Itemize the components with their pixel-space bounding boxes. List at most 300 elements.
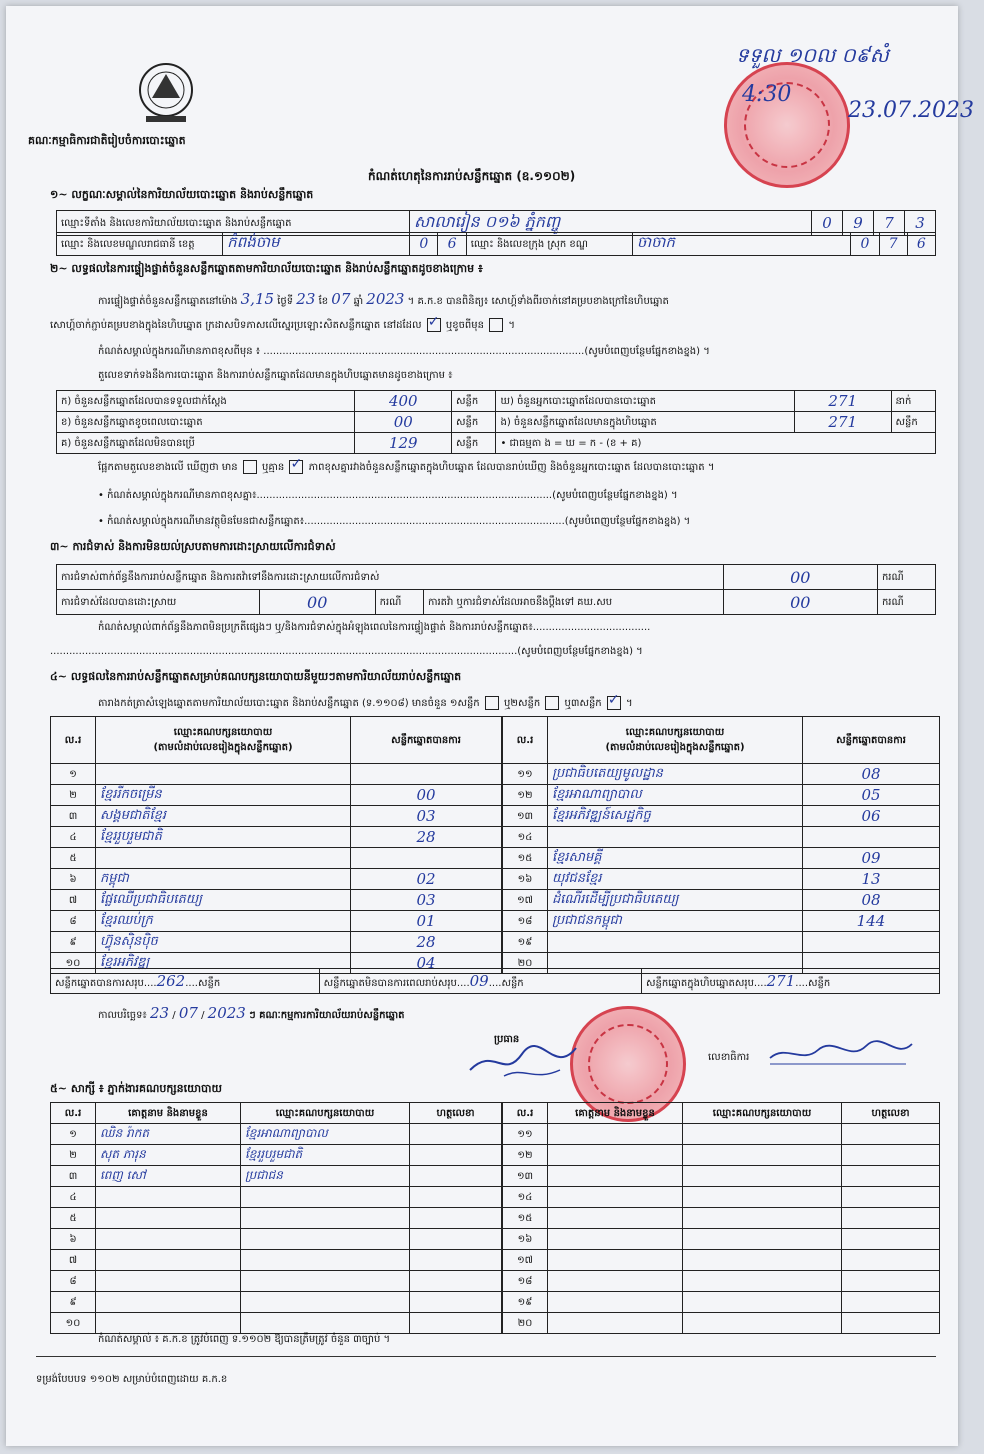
row-number: ៨ — [51, 1271, 96, 1292]
col-party: ឈ្មោះគណបក្សនយោបាយ — [241, 1103, 410, 1124]
row-number: ១១ — [503, 764, 548, 785]
witness-row — [51, 1187, 502, 1208]
province-value: កំពង់ចាម — [223, 233, 410, 256]
col-sign: ហត្ថលេខា — [842, 1103, 940, 1124]
col-name: គោត្តនាម និងនាមខ្លួន — [96, 1103, 241, 1124]
para-text: ឬ៣សន្លឹក — [564, 698, 602, 709]
para-text: តារាងកត់ត្រាសំឡេងឆ្នោតតាមការិយាល័យបោះឆ្នោត និងរាប់សន្លឹកឆ្នោត (ទ.១១០៨) មានចំនួន ១សន្លឹក — [98, 698, 480, 709]
witness-party — [683, 1124, 842, 1145]
party-votes: 03 — [351, 806, 502, 827]
date-year: 2023 — [207, 1004, 246, 1022]
verification-time: 3,15 — [240, 290, 275, 308]
para-text: ឬគ្មាន — [262, 462, 285, 473]
col-party-sub: (តាមលំដាប់លេខរៀងក្នុងសន្លឹកឆ្នោត) — [605, 742, 745, 753]
figures-intro: តួលេខទាក់ទងនឹងការបោះឆ្នោត និងការរាប់សន្លឹកឆ្នោតដែលមានក្នុងហិបឆ្នោតមានដូចខាងក្រោម ៖ — [98, 370, 453, 381]
witness-party — [241, 1208, 410, 1229]
row-number: ១៤ — [503, 827, 548, 848]
irregularity-note-cont: ...................................................................................................................................................(សូមបំពេញបន្ថែមផ្នែកខាងខ្នង) ។ — [50, 646, 643, 657]
footer-divider — [36, 1356, 936, 1357]
party-name: សង្គមជាតិខ្មែរ — [96, 806, 351, 827]
witness-signature — [410, 1229, 502, 1250]
result-row — [503, 827, 940, 848]
para-text: ការផ្ទៀងផ្ទាត់ចំនួនសន្លឹកឆ្នោតនៅម៉ោង — [98, 296, 238, 307]
witness-name — [96, 1250, 241, 1271]
location-value: សាលារៀន ០១៦ ភ្នំកញ្ចូ — [410, 211, 812, 236]
para-text: ឬខូចពីមុន — [445, 320, 484, 331]
col-votes: សន្លឹកឆ្នោតបានការ — [351, 717, 502, 764]
form-note: ទម្រង់បែបបទ ១១០២ សម្រាប់បំពេញដោយ គ.ក.ខ — [36, 1374, 228, 1385]
witness-name — [548, 1292, 683, 1313]
row-number: ៣ — [51, 1166, 96, 1187]
witness-name — [96, 1208, 241, 1229]
witness-name — [548, 1313, 683, 1334]
difference-note: កំណត់សម្គាល់ក្នុងករណីមានភាពខុសពីមុន ៖ .....................................................................................................(សូមបំពេញបន្ថែមផ្នែកខាងខ្នង) ។ — [98, 346, 710, 357]
row-number: ១៩ — [503, 1292, 548, 1313]
party-name — [548, 932, 803, 953]
witness-signature — [842, 1124, 940, 1145]
row-number: ៧ — [51, 890, 96, 911]
witness-party — [241, 1292, 410, 1313]
objections-table — [56, 564, 936, 615]
result-row — [503, 764, 940, 785]
chair-signature — [464, 1036, 584, 1086]
row-number: ១ — [51, 764, 96, 785]
witness-signature — [410, 1292, 502, 1313]
witness-row — [503, 1229, 940, 1250]
para-text: ខែ — [318, 296, 329, 307]
damaged-checkbox[interactable] — [489, 318, 503, 332]
col-party — [96, 717, 351, 764]
witness-row — [51, 1145, 502, 1166]
figure-unit: នាក់ — [891, 391, 936, 412]
total-box-label: សន្លឹកឆ្នោតក្នុងហិបឆ្នោតសរុប — [646, 977, 754, 989]
witness-party — [241, 1229, 410, 1250]
party-votes: 28 — [351, 827, 502, 848]
witness-row — [503, 1271, 940, 1292]
unit: សន្លឹក — [501, 977, 524, 989]
result-row — [51, 848, 502, 869]
unit: សន្លឹក — [808, 977, 831, 989]
party-name: យុវជនខ្មែរ — [548, 869, 803, 890]
witness-name: ឈិន រ៉ាកត — [96, 1124, 241, 1145]
witness-table-right — [502, 1102, 940, 1334]
witness-name — [96, 1292, 241, 1313]
bullet-note: • កំណត់សម្គាល់ក្នុងករណីមានភាពខុសគ្នា៖.............................................................................................(សូមបំពេញបន្ថែមផ្នែកខាងខ្នង) ។ — [98, 490, 678, 501]
row-number: ៣ — [51, 806, 96, 827]
witness-signature — [410, 1271, 502, 1292]
row-number: ១៩ — [503, 932, 548, 953]
row-number: ៥ — [51, 848, 96, 869]
witness-row — [503, 1250, 940, 1271]
witness-signature — [842, 1166, 940, 1187]
figure-unit: សន្លឹក — [452, 412, 496, 433]
row-number: ៦ — [51, 1229, 96, 1250]
section1-heading: ១~ លក្ខណៈសម្គាល់នៃការិយាល័យបោះឆ្នោត និងរាប់សន្លឹកឆ្នោត — [50, 188, 314, 201]
figure-formula: • ជាធម្មតា ង = ឃ = ក - (ខ + គ) — [496, 433, 936, 454]
verification-year: 2023 — [366, 290, 405, 308]
stamp-handwriting: ទទួល ១០ល ០៩សំ — [736, 43, 889, 67]
results-table-left — [50, 716, 502, 974]
district-label: ឈ្មោះ និងលេខក្រុង ស្រុក ខណ្ឌ — [466, 233, 632, 256]
figure-label: ខ) ចំនួនសន្លឹកឆ្នោតខូចពេលបោះឆ្នោត — [57, 412, 355, 433]
party-votes: 08 — [803, 764, 940, 785]
para-text: ឬ២សន្លឹក — [504, 698, 541, 709]
party-name: ដំណើរដើម្បីប្រជាធិបតេយ្យ — [548, 890, 803, 911]
witness-party: ប្រជាជន — [241, 1166, 410, 1187]
witness-row — [503, 1292, 940, 1313]
witness-signature — [410, 1208, 502, 1229]
row-number: ១៦ — [503, 869, 548, 890]
result-row — [503, 848, 940, 869]
figure-label: គ) ចំនួនសន្លឹកឆ្នោតដែលមិនបានប្រើ — [57, 433, 355, 454]
witness-name: សុត ភារុន — [96, 1145, 241, 1166]
party-name — [96, 764, 351, 785]
committee-title: ៗ គណៈកម្មការការិយាល័យរាប់សន្លឹកឆ្នោត — [249, 1010, 405, 1021]
province-digit: 6 — [438, 233, 466, 256]
party-votes: 06 — [803, 806, 940, 827]
figure-label: ក) ចំនួនសន្លឹកឆ្នោតដែលបានទទួលជាក់ស្តែង — [57, 391, 355, 412]
section2-heading: ២~ លទ្ធផលនៃការផ្ទៀងផ្ទាត់ចំនួនសន្លឹកឆ្នោតតាមការិយាល័យបោះឆ្នោត និងរាប់សន្លឹកឆ្នោតដូចខាងក្រោម ៖ — [50, 262, 483, 275]
row-number: ១៤ — [503, 1187, 548, 1208]
party-name: ប្រជាធិបតេយ្យមូលដ្ឋាន — [548, 764, 803, 785]
section5-heading: ៥~ សាក្សី ៖ ភ្នាក់ងារគណបក្សនយោបាយ — [50, 1082, 223, 1095]
district-digit: 0 — [851, 233, 879, 256]
col-no: ល.រ — [51, 1103, 96, 1124]
party-name: ខ្មែររីកចម្រើន — [96, 785, 351, 806]
row-number: ១០ — [51, 953, 96, 974]
witness-signature — [410, 1145, 502, 1166]
tally-sheet-line: តារាងកត់ត្រាសំឡេងឆ្នោតតាមការិយាល័យបោះឆ្នោត និងរាប់សន្លឹកឆ្នោត (ទ.១១០៨) មានចំនួន ១សន្លឹក ឬ២សន្លឹក ឬ៣សន្លឹក ✓ ។ — [98, 696, 633, 711]
col-party — [548, 717, 803, 764]
para-text: សោហ្គ៍ចាក់ភ្ជាប់គម្របខាងក្នុងនៃហិបឆ្នោត ក្រដាសបិទភាសលើស្នេរប្រឡោះសិតសន្លឹកឆ្នោត នៅដដែល — [50, 320, 422, 331]
party-votes: 144 — [803, 911, 940, 932]
witness-row — [503, 1187, 940, 1208]
district-value: ចាចាក — [632, 233, 850, 256]
witness-row — [503, 1313, 940, 1334]
result-row — [503, 911, 940, 932]
witness-party — [683, 1229, 842, 1250]
result-row — [51, 869, 502, 890]
totals-table — [50, 968, 940, 994]
party-votes: 00 — [351, 785, 502, 806]
page-title: កំណត់ហេតុនៃការរាប់សន្លឹកឆ្នោត (ឧ.១១០២) — [368, 169, 576, 183]
col-party-title: ឈ្មោះគណបក្សនយោបាយ — [625, 727, 725, 738]
party-name: ខ្មែរឈប់ក្រ — [96, 911, 351, 932]
section4-heading: ៤~ លទ្ធផលនៃការរាប់សន្លឹកឆ្នោតសម្រាប់គណបក្សនយោបាយនីមួយៗតាមការិយាល័យរាប់សន្លឹកឆ្នោត — [50, 670, 462, 683]
witness-party: ខ្មែររួបរួមជាតិ — [241, 1145, 410, 1166]
para-text: ថ្ងៃទី — [277, 296, 294, 307]
row-number: ២០ — [503, 953, 548, 974]
row-number: ៩ — [51, 932, 96, 953]
witness-name — [548, 1145, 683, 1166]
witness-row — [51, 1124, 502, 1145]
section1-table-row2 — [56, 232, 936, 256]
row-number: ១៣ — [503, 806, 548, 827]
one-sheet-checkbox[interactable] — [485, 696, 499, 710]
witness-name — [548, 1229, 683, 1250]
witness-name — [548, 1124, 683, 1145]
irregularity-note: កំណត់សម្គាល់ពាក់ព័ន្ធនឹងភាពមិនប្រក្រតីផ្សេងៗ ឬ/និងការជំទាស់ក្នុងអំឡុងពេលនៃការផ្ទៀងផ្ទាត់ និងការរាប់សន្លឹកឆ្នោត៖..................................... — [98, 622, 651, 633]
district-digit: 6 — [907, 233, 935, 256]
witness-name — [548, 1271, 683, 1292]
result-row — [51, 806, 502, 827]
party-votes — [803, 827, 940, 848]
figure-value: 00 — [355, 412, 452, 433]
row-number: ១០ — [51, 1313, 96, 1334]
location-digit: 7 — [874, 211, 905, 236]
figure-value: 400 — [355, 391, 452, 412]
bullet-note: • កំណត់សម្គាល់ក្នុងករណីមានវត្ថុមិនមែនជាសន្លឹកឆ្នោត៖..................................................................................(សូមបំពេញបន្ថែមផ្នែកខាងខ្នង) ។ — [98, 516, 691, 527]
figure-unit: សន្លឹក — [891, 412, 936, 433]
party-votes: 03 — [351, 890, 502, 911]
witness-signature — [410, 1166, 502, 1187]
emblem-logo — [128, 58, 204, 126]
witness-row — [51, 1250, 502, 1271]
row-number: ១៥ — [503, 848, 548, 869]
para-text: ផ្អែកតាមតួលេខខាងលើ ឃើញថា មាន — [98, 462, 238, 473]
witness-party — [241, 1313, 410, 1334]
official-seal — [724, 62, 850, 188]
col-sign: ហត្ថលេខា — [410, 1103, 502, 1124]
party-votes — [351, 848, 502, 869]
result-row — [51, 932, 502, 953]
row-number: ៨ — [51, 911, 96, 932]
witness-name: ពេញ សៅ — [96, 1166, 241, 1187]
witness-name — [96, 1187, 241, 1208]
party-name: កម្ពុជា — [96, 869, 351, 890]
party-name: ខ្មែររួបរួមជាតិ — [96, 827, 351, 848]
witness-signature — [410, 1124, 502, 1145]
party-name: ខ្មែរសាមគ្គី — [548, 848, 803, 869]
row-number: ៤ — [51, 827, 96, 848]
party-votes: 05 — [803, 785, 940, 806]
para-text: ភាពខុសគ្នារវាងចំនួនសន្លឹកឆ្នោតក្នុងហិបឆ្នោត ដែលបានរាប់ឃើញ និងចំនួនអ្នកបោះឆ្នោត ដែលបានបោះឆ្នោត ។ — [308, 462, 715, 473]
witness-party — [241, 1187, 410, 1208]
row-number: ៥ — [51, 1208, 96, 1229]
total-valid-value: 262 — [156, 971, 186, 990]
row-number: ២ — [51, 785, 96, 806]
witness-name — [548, 1208, 683, 1229]
witness-row — [51, 1313, 502, 1334]
row-number: ៧ — [51, 1250, 96, 1271]
has-difference-checkbox[interactable] — [243, 460, 257, 474]
party-name — [548, 827, 803, 848]
total-invalid-label: សន្លឹកឆ្នោតមិនបានការពេលរាប់សរុប — [323, 977, 457, 989]
result-row — [503, 890, 940, 911]
row-number: ១១ — [503, 1124, 548, 1145]
witness-row — [51, 1292, 502, 1313]
witness-signature — [842, 1187, 940, 1208]
witness-row — [503, 1166, 940, 1187]
total-box-value: 271 — [766, 971, 796, 990]
secretary-label: លេខាធិការ — [708, 1052, 750, 1063]
stamp-time: 4:30 — [742, 82, 792, 107]
party-name: ខ្មែរអភិវឌ្ឍន៍សេដ្ឋកិច្ច — [548, 806, 803, 827]
verification-month: 07 — [331, 290, 351, 308]
location-digit: 9 — [843, 211, 874, 236]
figure-value: 271 — [794, 391, 891, 412]
objection-label: ការជំទាស់ពាក់ព័ន្ធនឹងការរាប់សន្លឹកឆ្នោត និងការតវ៉ាទៅនឹងការដោះស្រាយលើការជំទាស់ — [57, 565, 724, 590]
location-digit: 0 — [812, 211, 843, 236]
witness-name — [548, 1166, 683, 1187]
witness-party — [241, 1250, 410, 1271]
figure-value: 271 — [794, 412, 891, 433]
party-name: ប្រជាជនកម្ពុជា — [548, 911, 803, 932]
witness-party — [683, 1208, 842, 1229]
party-votes — [351, 764, 502, 785]
party-name: ផ្លែឈើប្រជាធិបតេយ្យ — [96, 890, 351, 911]
col-party-sub: (តាមលំដាប់លេខរៀងក្នុងសន្លឹកឆ្នោត) — [153, 742, 293, 753]
secretary-signature — [766, 1036, 916, 1070]
objection-count: 00 — [723, 565, 877, 590]
witness-party — [241, 1271, 410, 1292]
witness-signature — [842, 1250, 940, 1271]
figure-label: ង) ចំនួនសន្លឹកឆ្នោតដែលមានក្នុងហិបឆ្នោត — [496, 412, 794, 433]
col-no: ល.រ — [51, 717, 96, 764]
witness-party — [683, 1166, 842, 1187]
witness-name — [96, 1313, 241, 1334]
witness-signature — [410, 1250, 502, 1271]
witness-party — [683, 1250, 842, 1271]
result-row — [51, 764, 502, 785]
date-day: 23 — [150, 1004, 170, 1022]
witness-party — [683, 1187, 842, 1208]
witness-row — [51, 1166, 502, 1187]
row-number: ១៨ — [503, 911, 548, 932]
row-number: ១៨ — [503, 1271, 548, 1292]
para-text: ឆ្នាំ — [353, 296, 364, 307]
party-votes: 09 — [803, 848, 940, 869]
col-party-title: ឈ្មោះគណបក្សនយោបាយ — [173, 727, 273, 738]
row-number: ១២ — [503, 785, 548, 806]
witness-party — [683, 1292, 842, 1313]
row-number: ១៧ — [503, 890, 548, 911]
witness-signature — [842, 1271, 940, 1292]
row-number: ២០ — [503, 1313, 548, 1334]
complaint-count: 00 — [723, 590, 877, 615]
witness-row — [503, 1208, 940, 1229]
case-unit: ករណី — [877, 565, 935, 590]
org-name: គណៈកម្មាធិការជាតិរៀបចំការបោះឆ្នោត — [28, 134, 186, 147]
three-sheet-checkbox[interactable] — [607, 696, 621, 710]
party-name: ខ្មែរអាណាព្យាបាល — [548, 785, 803, 806]
col-no: ល.រ — [503, 1103, 548, 1124]
resolved-count: 00 — [259, 590, 375, 615]
witness-row — [51, 1271, 502, 1292]
witness-name — [96, 1229, 241, 1250]
two-sheet-checkbox[interactable] — [545, 696, 559, 710]
row-number: ១៥ — [503, 1208, 548, 1229]
witness-signature — [842, 1292, 940, 1313]
result-row — [503, 869, 940, 890]
row-number: ១២ — [503, 1145, 548, 1166]
verification-day: 23 — [296, 290, 316, 308]
row-number: ១ — [51, 1124, 96, 1145]
total-box: សន្លឹកឆ្នោតក្នុងហិបឆ្នោតសរុប....271....សន្លឹក — [642, 969, 940, 994]
witness-signature — [842, 1145, 940, 1166]
witness-row — [51, 1208, 502, 1229]
party-votes: 13 — [803, 869, 940, 890]
complaint-label: ការតវ៉ា ឬការជំទាស់ដែលអាចនឹងប្តឹងទៅ គឃ.សប — [423, 590, 723, 615]
party-votes: 28 — [351, 932, 502, 953]
province-digit: 0 — [410, 233, 438, 256]
discrepancy-line — [98, 460, 714, 475]
row-number: ៤ — [51, 1187, 96, 1208]
witness-party — [683, 1145, 842, 1166]
date-label: កាលបរិច្ឆេទ៖ — [98, 1010, 147, 1021]
row-number: ៦ — [51, 869, 96, 890]
party-name: ហ៊្វុនស៊ិនប៉ិច — [96, 932, 351, 953]
results-table-right — [502, 716, 940, 974]
result-row — [51, 890, 502, 911]
col-no: ល.រ — [503, 717, 548, 764]
witness-signature — [410, 1313, 502, 1334]
unchanged-checkbox[interactable] — [427, 318, 441, 332]
verification-paragraph — [98, 290, 938, 309]
location-label: ឈ្មោះទីតាំង និងលេខការិយាល័យបោះឆ្នោត និងរាប់សន្លឹកឆ្នោត — [57, 211, 410, 236]
chair-label: ប្រធាន — [494, 1034, 520, 1045]
section3-heading: ៣~ ការជំទាស់ និងការមិនយល់ស្របតាមការដោះស្រាយលើការជំទាស់ — [50, 540, 336, 553]
result-row — [503, 806, 940, 827]
witness-name — [548, 1250, 683, 1271]
witness-row — [51, 1229, 502, 1250]
witness-signature — [842, 1208, 940, 1229]
row-number: ១៧ — [503, 1250, 548, 1271]
date-month: 07 — [178, 1004, 198, 1022]
witness-signature — [842, 1229, 940, 1250]
party-votes: 04 — [351, 953, 502, 974]
verification-paragraph2: សោហ្គ៍ចាក់ភ្ជាប់គម្របខាងក្នុងនៃហិបឆ្នោត ក្រដាសបិទភាសលើស្នេរប្រឡោះសិតសន្លឹកឆ្នោត នៅដដែល ✓ ឬខូចពីមុន ។ — [50, 318, 515, 333]
result-row — [51, 911, 502, 932]
document-page — [6, 6, 974, 1446]
stamp-date: 23.07.2023 — [848, 98, 974, 123]
witness-party — [683, 1313, 842, 1334]
party-votes: 01 — [351, 911, 502, 932]
result-row — [503, 932, 940, 953]
total-valid: សន្លឹកឆ្នោតបានការសរុប....262....សន្លឹក — [51, 969, 320, 994]
col-votes: សន្លឹកឆ្នោតបានការ — [803, 717, 940, 764]
witness-name — [96, 1271, 241, 1292]
col-name: គោត្តនាម និងនាមខ្លួន — [548, 1103, 683, 1124]
total-invalid-value: 09 — [469, 971, 489, 990]
witness-row — [503, 1124, 940, 1145]
col-party: ឈ្មោះគណបក្សនយោបាយ — [683, 1103, 842, 1124]
figure-value: 129 — [355, 433, 452, 454]
figure-unit: សន្លឹក — [452, 391, 496, 412]
witness-party — [683, 1271, 842, 1292]
result-row — [51, 827, 502, 848]
province-label: ឈ្មោះ និងលេខមណ្ឌលរាជធានី ខេត្ត — [57, 233, 223, 256]
footnote: កំណត់សម្គាល់ ៖ គ.ក.ខ ត្រូវបំពេញ ទ.១១០២ ឱ្យបានត្រឹមត្រូវ ចំនួន ៣ច្បាប់ ។ — [98, 1334, 391, 1345]
witness-signature — [842, 1313, 940, 1334]
witness-row — [503, 1145, 940, 1166]
row-number: ៩ — [51, 1292, 96, 1313]
witness-name — [548, 1187, 683, 1208]
result-row — [503, 785, 940, 806]
no-difference-checkbox[interactable] — [289, 460, 303, 474]
row-number: ១៦ — [503, 1229, 548, 1250]
case-unit: ករណី — [375, 590, 423, 615]
party-name: ខ្មែរអភិវឌ្ឍ — [96, 953, 351, 974]
row-number: ១៣ — [503, 1166, 548, 1187]
figure-unit: សន្លឹក — [452, 433, 496, 454]
total-invalid: សន្លឹកឆ្នោតមិនបានការពេលរាប់សរុប....09....សន្លឹក — [319, 969, 641, 994]
date-line: កាលបរិច្ឆេទ៖ 23 / 07 / 2023 ៗ គណៈកម្មការការិយាល័យរាប់សន្លឹកឆ្នោត — [98, 1004, 405, 1022]
ballot-figures-table — [56, 390, 936, 454]
figure-label: ឃ) ចំនួនអ្នកបោះឆ្នោតដែលបានបោះឆ្នោត — [496, 391, 794, 412]
witness-party: ខ្មែរអាណាព្យាបាល — [241, 1124, 410, 1145]
para-text: ។ គ.ក.ខ បានពិនិត្យ៖ សោហ្គ៍ទាំងពីរចាក់នៅគម្របខាងក្រៅនៃហិបឆ្នោត — [407, 296, 669, 307]
